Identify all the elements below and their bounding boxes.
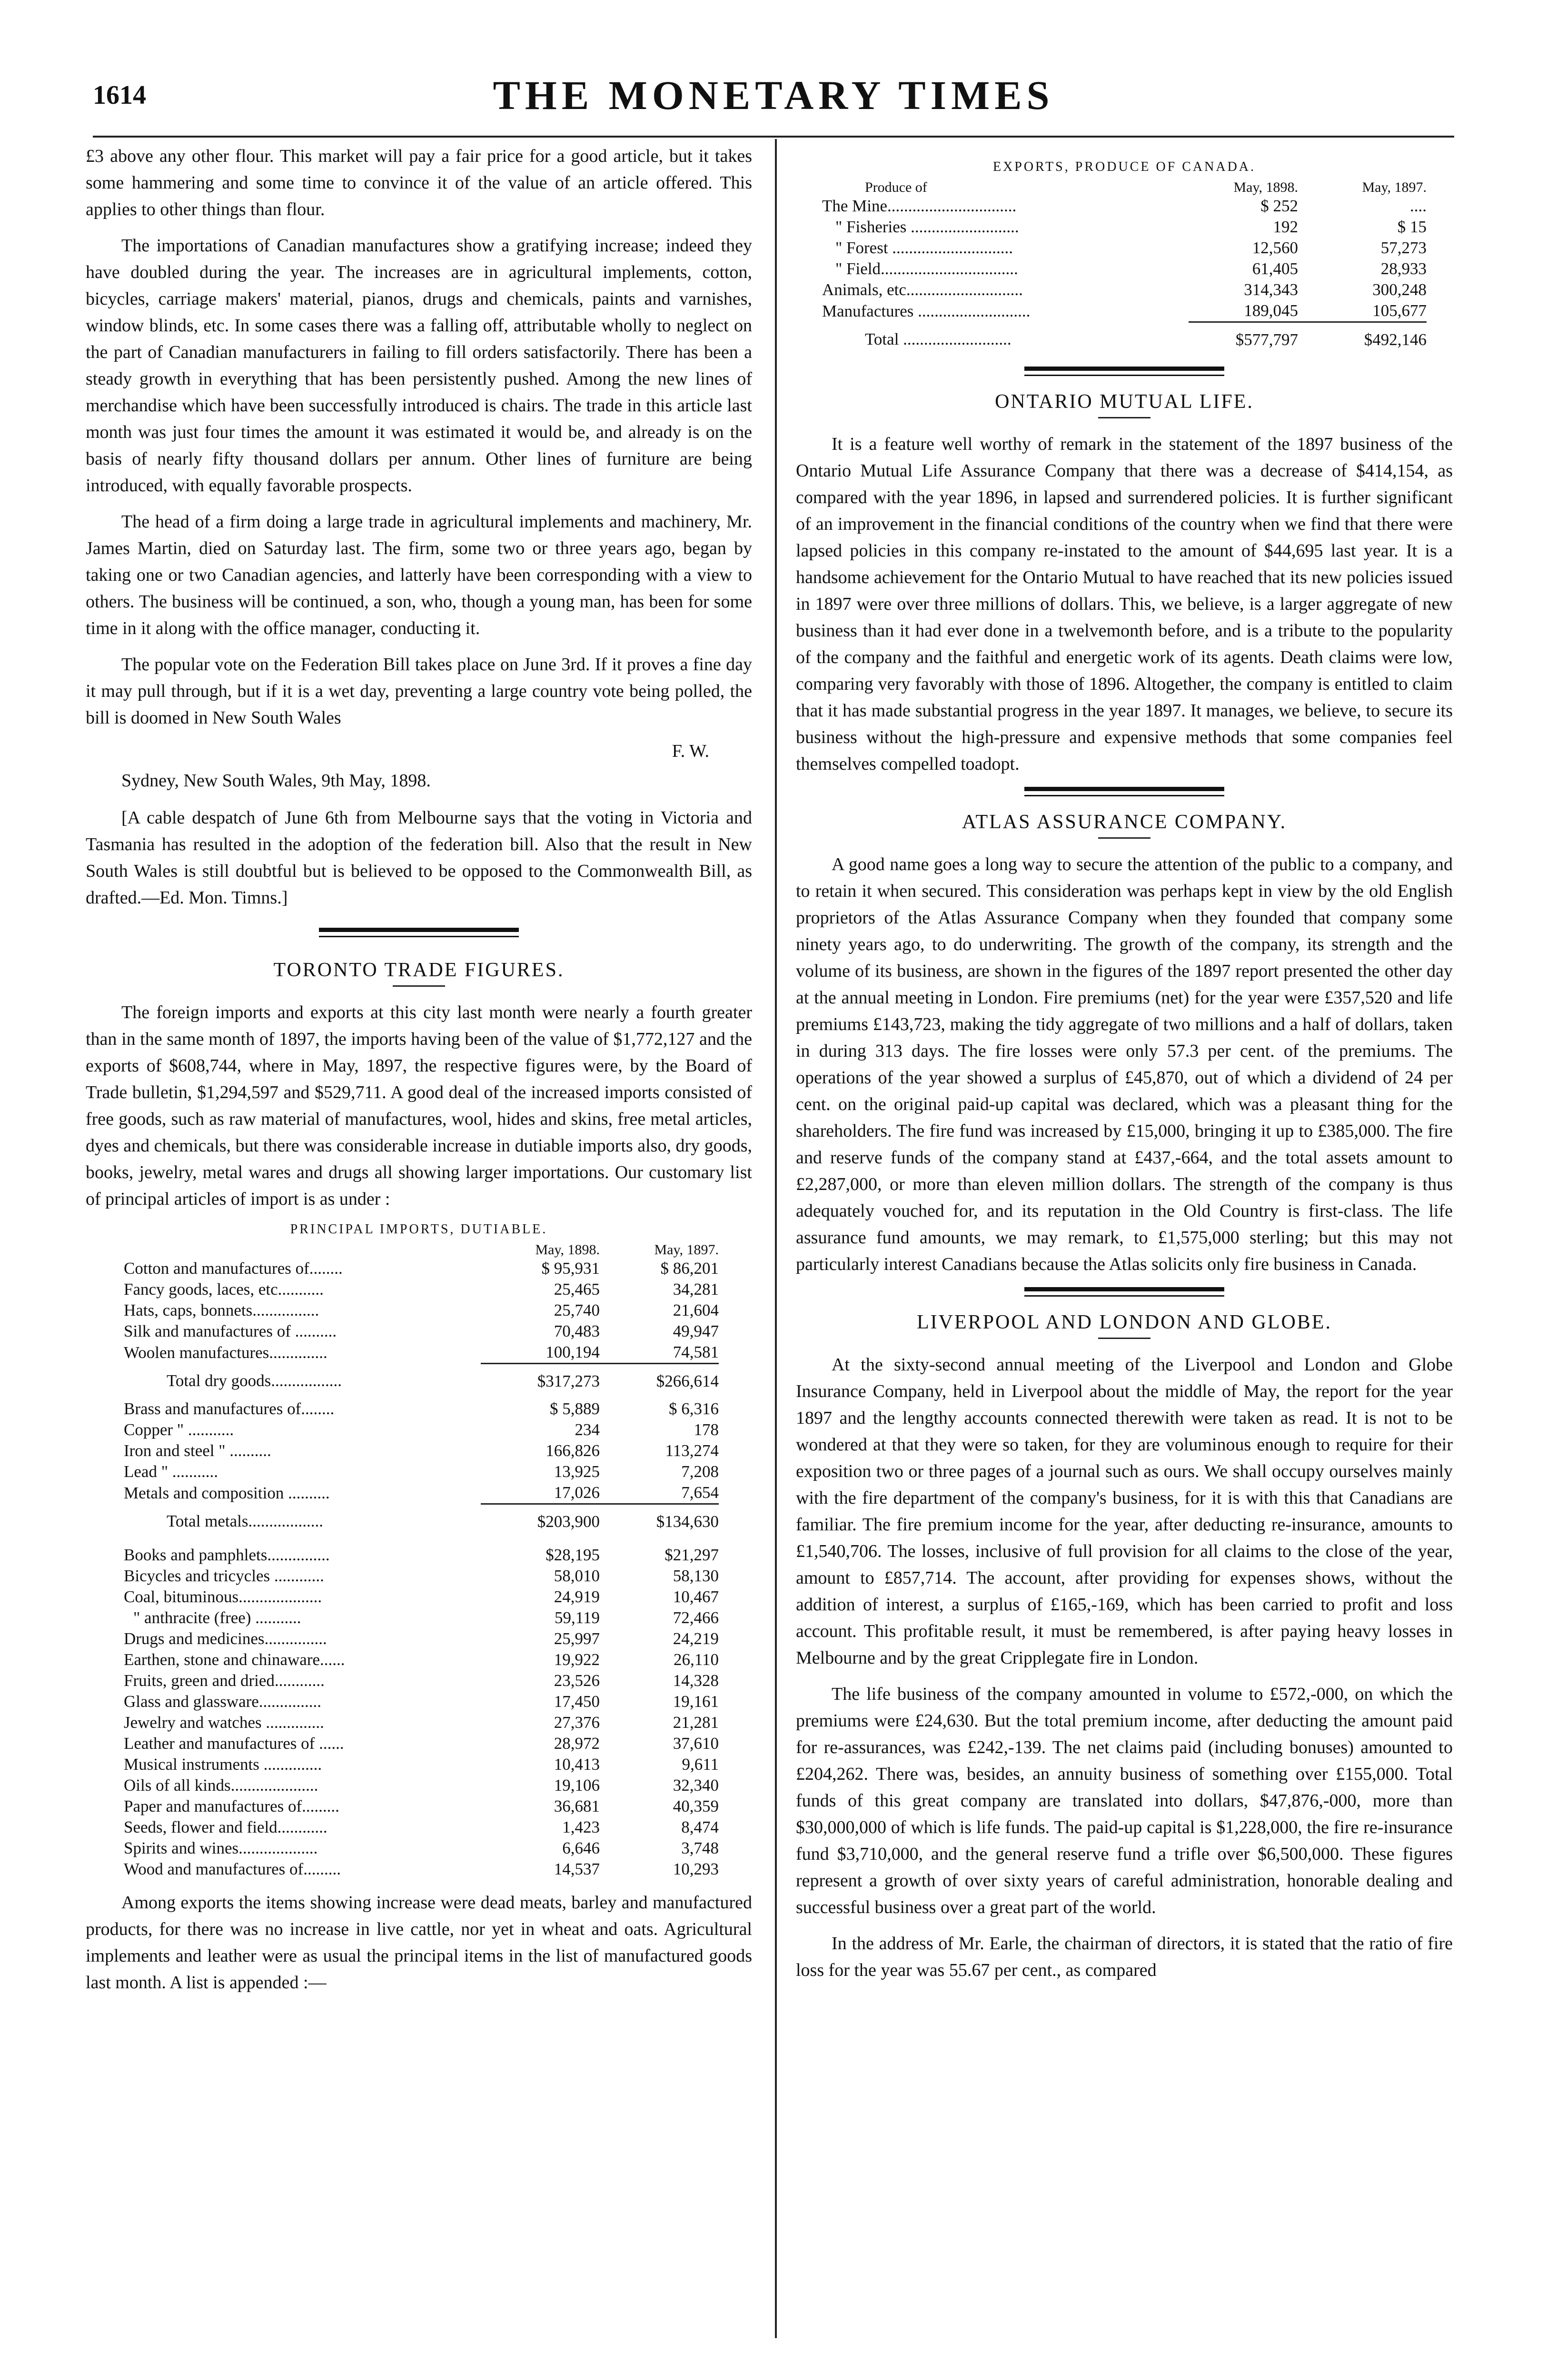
value-1898: 314,343 [1244, 280, 1298, 299]
row-label: " Field................................. [835, 259, 1018, 278]
value-1897: 28,933 [1380, 259, 1427, 278]
table-row [124, 1649, 719, 1670]
value-1897: 37,610 [673, 1734, 719, 1753]
value-1898: 24,919 [554, 1587, 600, 1606]
value-1897: $266,614 [600, 1364, 719, 1399]
value-1898: $ 252 [1260, 197, 1298, 215]
value-1898: $577,797 [1189, 322, 1298, 357]
section-title: ATLAS ASSURANCE COMPANY. [962, 811, 1287, 833]
table-row [124, 1482, 719, 1504]
column-divider [775, 139, 777, 2338]
table-row [822, 300, 1427, 322]
paragraph: The popular vote on the Federation Bill takes place on June 3rd. If it proves a fine day it may pull through, but if it is a wet day, preventing a large country vote being polled, the bill is doomed in New South Wales [86, 654, 752, 728]
row-label: Lead " ........... [124, 1462, 218, 1481]
value-1897: 8,474 [681, 1818, 719, 1836]
title-dash [1098, 837, 1150, 839]
value-1898: 1,423 [562, 1818, 600, 1836]
page-number: 1614 [93, 80, 146, 110]
value-1897: 7,654 [681, 1483, 719, 1502]
editor-note: [A cable despatch of June 6th from Melbourne says that the voting in Victoria and Tasmania has resulted in the adoption of the federation bill. Also that the result in New South Wales is still doubtful but is believed to be opposed to the Commonwealth Bill, as drafted.—Ed. Mon. Timns.] [86, 808, 752, 908]
value-1898: 6,646 [562, 1839, 600, 1857]
value-1898: 25,997 [554, 1629, 600, 1648]
left-column [86, 143, 752, 2005]
section-title: TORONTO TRADE FIGURES. [273, 959, 565, 981]
value-1897: $ 86,201 [660, 1259, 719, 1278]
paragraph: It is a feature well worthy of remark in the statement of the 1897 business of the Ontario Mutual Life Assurance Company that there was a decrease of $414,154, as compared with the year 1896, in lapsed and surrendered policies. It is further significant of an improvement in the financial conditions of the country when we find that there were lapsed policies in this company re-instated to the amount of $44,695 last year. It is a handsome achievement for the Ontario Mutual to have reached that its new policies issued in 1897 were over three millions of dollars. This, we believe, is a larger aggregate of new business than it had ever done in a twelvemonth before, and is a tribute to the popularity of the company and the faithful and energetic work of its agents. Death claims were low, comparing very favorably with those of 1896. Altogether, the company is entitled to claim that it has made substantial progress in the year 1897. It manages, we believe, to secure its business without the high-pressure and expensive methods that some companies feel themselves compelled toadopt. [796, 434, 1453, 774]
value-1898: 28,972 [554, 1734, 600, 1753]
value-1897: $ 15 [1397, 218, 1427, 236]
title-dash [1098, 417, 1150, 418]
table-row [124, 1342, 719, 1364]
value-1897: $492,146 [1298, 322, 1427, 357]
column-header: Produce of [865, 179, 927, 195]
table-row [822, 196, 1427, 217]
value-1898: 27,376 [554, 1713, 600, 1732]
table-row [124, 1587, 719, 1607]
table-header-row [124, 1242, 719, 1258]
value-1897: $ 6,316 [669, 1399, 719, 1418]
row-label: Silk and manufactures of .......... [124, 1322, 337, 1340]
row-label: Earthen, stone and chinaware...... [124, 1650, 345, 1669]
row-label: Total metals.................. [167, 1512, 324, 1531]
row-label: Glass and glassware............... [124, 1692, 322, 1711]
dateline: Sydney, New South Wales, 9th May, 1898. [121, 771, 431, 791]
row-label: Brass and manufactures of........ [124, 1399, 335, 1418]
value-1898: 12,560 [1252, 238, 1298, 257]
table-total-row [822, 322, 1427, 357]
signature: F. W. [672, 741, 709, 761]
row-label: Oils of all kinds..................... [124, 1776, 318, 1795]
table-row [124, 1440, 719, 1461]
row-label: Total .......................... [865, 330, 1012, 349]
value-1897: 19,161 [673, 1692, 719, 1711]
table-row [124, 1838, 719, 1859]
paragraph: In the address of Mr. Earle, the chairman of directors, it is stated that the ratio of fire loss for the year was 55.67 per cent., as compared [796, 1934, 1453, 1980]
value-1898: 19,106 [554, 1776, 600, 1795]
paragraph: The foreign imports and exports at this city last month were nearly a fourth greater than in the same month of 1897, the imports having been of the value of $1,772,127 and the exports of $608,744, where in May, 1897, the respective figures were, by the Board of Trade bulletin, $1,294,597 and $529,711. A good deal of the increased imports consisted of free goods, such as raw material of manufactures, wool, hides and skins, free metal articles, dyes and chemicals, but there was considerable increase in dutiable imports also, dry goods, books, jewelry, metal wares and drugs all showing larger importations. Our customary list of principal articles of import is as under : [86, 1002, 752, 1209]
row-label: Iron and steel " .......... [124, 1441, 271, 1460]
table-row [124, 1566, 719, 1587]
value-1897: 105,677 [1372, 301, 1427, 320]
section-title: LIVERPOOL AND LONDON AND GLOBE. [917, 1311, 1332, 1333]
row-label: Coal, bituminous.................... [124, 1587, 322, 1606]
value-1898: 166,826 [545, 1441, 600, 1460]
section-separator [319, 928, 519, 937]
value-1897: 72,466 [673, 1608, 719, 1627]
value-1898: 234 [575, 1420, 600, 1439]
value-1897: $134,630 [600, 1504, 719, 1539]
table-row [124, 1300, 719, 1321]
value-1898: 10,413 [554, 1755, 600, 1774]
value-1897: 58,130 [673, 1567, 719, 1585]
value-1897: 10,293 [673, 1860, 719, 1878]
row-label: Total dry goods................. [167, 1371, 342, 1390]
row-label: Woolen manufactures.............. [124, 1343, 327, 1362]
row-label: Fancy goods, laces, etc........... [124, 1280, 324, 1299]
table-row [124, 1754, 719, 1775]
value-1897: 3,748 [681, 1839, 719, 1857]
value-1897: $21,297 [664, 1546, 719, 1564]
value-1897: 34,281 [673, 1280, 719, 1299]
column-header: May, 1897. [654, 1242, 719, 1258]
value-1897: 26,110 [674, 1650, 719, 1669]
value-1897: 7,208 [681, 1462, 719, 1481]
imports-table-body [124, 1258, 719, 1880]
value-1898: 192 [1273, 218, 1298, 236]
right-column [796, 143, 1453, 1993]
table-row [124, 1419, 719, 1440]
row-label: Books and pamphlets............... [124, 1546, 330, 1564]
table-row [124, 1712, 719, 1733]
paragraph: The life business of the company amounted in volume to £572,-000, on which the premiums were £24,630. But the total premium income, after deducting the amount paid for re-assurances, was £242,-139. The net claims paid (including bonuses) amounted to £204,262. There was, besides, an annuity business of something over £155,000. Total funds of this great company are translated into dollars, $47,876,-000, more than $30,000,000 of which is life funds. The paid-up capital is $1,228,000, the fire re-insurance fund $3,710,000, and the general reserve fund a trifle over $6,500,000. These figures represent a growth of over sixty years of careful administration, honorable dealing and successful business over a great part of the world. [796, 1684, 1453, 1917]
value-1897: 49,947 [673, 1322, 719, 1340]
value-1898: 14,537 [554, 1860, 600, 1878]
row-label: Paper and manufactures of......... [124, 1797, 339, 1815]
value-1898: 58,010 [554, 1567, 600, 1585]
row-label: Spirits and wines................... [124, 1839, 318, 1857]
row-label: " anthracite (free) ........... [133, 1608, 301, 1627]
row-label: Copper " ........... [124, 1420, 234, 1439]
imports-table [124, 1242, 719, 1880]
table-row [124, 1733, 719, 1754]
value-1898: $317,273 [481, 1364, 600, 1399]
value-1897: 74,581 [673, 1343, 719, 1361]
row-label: Cotton and manufactures of........ [124, 1259, 343, 1278]
table-row [822, 279, 1427, 300]
table-row [124, 1258, 719, 1279]
table-row [124, 1461, 719, 1482]
value-1897: .... [1410, 197, 1427, 215]
value-1898: 189,045 [1244, 301, 1298, 320]
table-row [124, 1545, 719, 1566]
value-1897: 21,281 [673, 1713, 719, 1732]
row-label: Animals, etc............................ [822, 280, 1023, 299]
table-row [124, 1817, 719, 1838]
column-header: May, 1898. [535, 1242, 600, 1258]
paragraph: At the sixty-second annual meeting of the Liverpool and London and Globe Insurance Company, held in Liverpool about the middle of May, the report for the year 1897 and the lengthy accounts connected therewith were taken as read. It is not to be wondered at that they were so taken, for they are voluminous enough to require for their exposition two or three pages of a journal such as ours. We shall occupy ourselves mainly with the fire department of the company's business, for it is with this that Canadians are familiar. The fire premium income for the year, after deducting re-insurance, amounts to £1,540,706. The losses, inclusive of full provision for all claims to the close of the year, amount to £857,714. The account, after providing for expenses shows, without the addition of interest, a surplus of £165,-169, which has been carried to profit and loss account. This profitable result, it must be remembered, is after paying heavy losses in Melbourne and by the great Cripplegate fire in London. [796, 1355, 1453, 1668]
exports-table-body [822, 196, 1427, 357]
row-label: Manufactures ........................... [822, 301, 1031, 320]
table-title: EXPORTS, PRODUCE OF CANADA. [992, 159, 1256, 174]
table-header-row [822, 179, 1427, 196]
value-1897: 10,467 [673, 1587, 719, 1606]
value-1897: 9,611 [682, 1755, 719, 1774]
table-row [124, 1321, 719, 1342]
section-separator [1024, 787, 1224, 796]
table-row [124, 1859, 719, 1880]
value-1898: 19,922 [554, 1650, 600, 1669]
row-label: Wood and manufactures of......... [124, 1860, 341, 1878]
row-label: The Mine............................... [822, 197, 1017, 215]
value-1898: $ 5,889 [550, 1399, 600, 1418]
table-row [124, 1691, 719, 1712]
paragraph: The head of a firm doing a large trade in agricultural implements and machinery, Mr. James Martin, died on Saturday last. The firm, some two or three years ago, began by taking one or two Canadian agencies, and latterly have been corresponding with a view to others. The business will be continued, a son, who, though a young man, has been for some time in it along with the office manager, conducting it. [86, 512, 752, 638]
table-title: PRINCIPAL IMPORTS, DUTIABLE. [290, 1222, 548, 1237]
value-1898: 36,681 [554, 1797, 600, 1815]
table-row [124, 1796, 719, 1817]
title-dash [393, 985, 445, 987]
table-row [822, 238, 1427, 258]
row-label: Leather and manufactures of ...... [124, 1734, 344, 1753]
row-label: Hats, caps, bonnets................ [124, 1301, 319, 1319]
column-header: May, 1897. [1362, 179, 1427, 195]
value-1897: 32,340 [673, 1776, 719, 1795]
table-total-row [124, 1504, 719, 1539]
value-1897: 24,219 [673, 1629, 719, 1648]
value-1897: 21,604 [673, 1301, 719, 1319]
value-1898: 17,450 [554, 1692, 600, 1711]
paragraph: £3 above any other flour. This market will pay a fair price for a good article, but it takes some hammering and some time to convince it of the value of an article offered. This applies to other things than flour. [86, 146, 752, 219]
table-row [124, 1398, 719, 1419]
paragraph: The importations of Canadian manufactures show a gratifying increase; indeed they have doubled during the year. The increases are in agricultural implements, cotton, bicycles, carriage makers' material, pianos, drugs and chemicals, paints and varnishes, window blinds, etc. In some cases there was a falling off, attributable wholly to neglect on the part of Canadian manufacturers in failing to fill orders satisfactorily. There has been a steady growth in everything that has been persistently pushed. Among the new lines of merchandise which have been successfully introduced is chairs. The trade in this article last month was just four times the amount it was estimated it would be, and already is on the basis of nearly fifty thousand dollars per annum. Other lines of furniture are being introduced, with equally favorable prospects. [86, 236, 752, 496]
section-separator [1024, 367, 1224, 376]
value-1897: 113,274 [665, 1441, 719, 1460]
table-row [822, 217, 1427, 238]
section-title: ONTARIO MUTUAL LIFE. [995, 391, 1254, 413]
value-1898: $ 95,931 [541, 1259, 600, 1278]
row-label: Bicycles and tricycles ............ [124, 1567, 324, 1585]
section-separator [1024, 1287, 1224, 1297]
value-1898: 100,194 [545, 1343, 600, 1361]
row-label: Drugs and medicines............... [124, 1629, 327, 1648]
value-1898: 13,925 [554, 1462, 600, 1481]
row-label: " Forest ............................. [835, 238, 1013, 257]
row-label: Fruits, green and dried............ [124, 1671, 325, 1690]
row-spacer [124, 1539, 719, 1545]
exports-table [822, 179, 1427, 357]
paragraph: Among exports the items showing increase were dead meats, barley and manufactured products, for there was no increase in live cattle, nor yet in wheat and oats. Agricultural implements and leather were as usual the principal items in the list of manufactured goods last month. A list is appended :— [86, 1893, 752, 1993]
value-1898: $203,900 [481, 1504, 600, 1539]
page-header [93, 71, 1454, 124]
row-label: Jewelry and watches .............. [124, 1713, 324, 1732]
value-1898: 25,465 [554, 1280, 600, 1299]
value-1897: 14,328 [673, 1671, 719, 1690]
table-row [124, 1628, 719, 1649]
journal-title: THE MONETARY TIMES [493, 72, 1054, 118]
table-row [124, 1607, 719, 1628]
value-1897: 40,359 [673, 1797, 719, 1815]
value-1898: 59,119 [555, 1608, 600, 1627]
value-1898: 23,526 [554, 1671, 600, 1690]
value-1898: 70,483 [554, 1322, 600, 1340]
value-1898: 17,026 [554, 1483, 600, 1502]
value-1898: 25,740 [554, 1301, 600, 1319]
title-dash [1098, 1338, 1150, 1339]
value-1897: 178 [694, 1420, 719, 1439]
paragraph: A good name goes a long way to secure the attention of the public to a company, and to retain it when secured. This consideration was perhaps kept in view by the old English proprietors of the Atlas Assurance Company when they founded that company some ninety years ago, to do underwriting. The growth of the company, its strength and the volume of its business, are shown in the figures of the 1897 report presented the other day at the annual meeting in London. Fire premiums (net) for the year were £357,520 and life premiums £143,723, making the tidy aggregate of two millions and a half of dollars, taken in during 313 days. The fire losses were only 57.3 per cent. of the premiums. The operations of the year showed a surplus of £45,870, out of which a dividend of 24 per cent. on the original paid-up capital was declared, which was a pleasant thing for the shareholders. The fire fund was increased by £15,000, bringing it up to £385,000. The fire and reserve funds of the company stand at £437,-664, and the total assets amount to £2,287,000, or more than eleven million dollars. The strength of the company is thus adequately vouched for, and its reputation in the Old Country is first-class. The life assurance fund amounts, we may remark, to £1,575,000 sterling; but this may not particularly interest Canadians because the Atlas solicits only fire business in Canada. [796, 854, 1453, 1274]
value-1897: 57,273 [1380, 238, 1427, 257]
table-total-row [124, 1364, 719, 1399]
row-label: Musical instruments .............. [124, 1755, 322, 1774]
table-row [822, 258, 1427, 279]
table-row [124, 1775, 719, 1796]
table-row [124, 1670, 719, 1691]
value-1898: $28,195 [545, 1546, 600, 1564]
column-header: May, 1898. [1233, 179, 1298, 195]
table-row [124, 1279, 719, 1300]
row-label: " Fisheries .......................... [835, 218, 1019, 236]
value-1898: 61,405 [1252, 259, 1298, 278]
row-label: Seeds, flower and field............ [124, 1818, 327, 1836]
value-1897: 300,248 [1372, 280, 1427, 299]
header-rule [93, 136, 1454, 138]
row-label: Metals and composition .......... [124, 1483, 330, 1502]
